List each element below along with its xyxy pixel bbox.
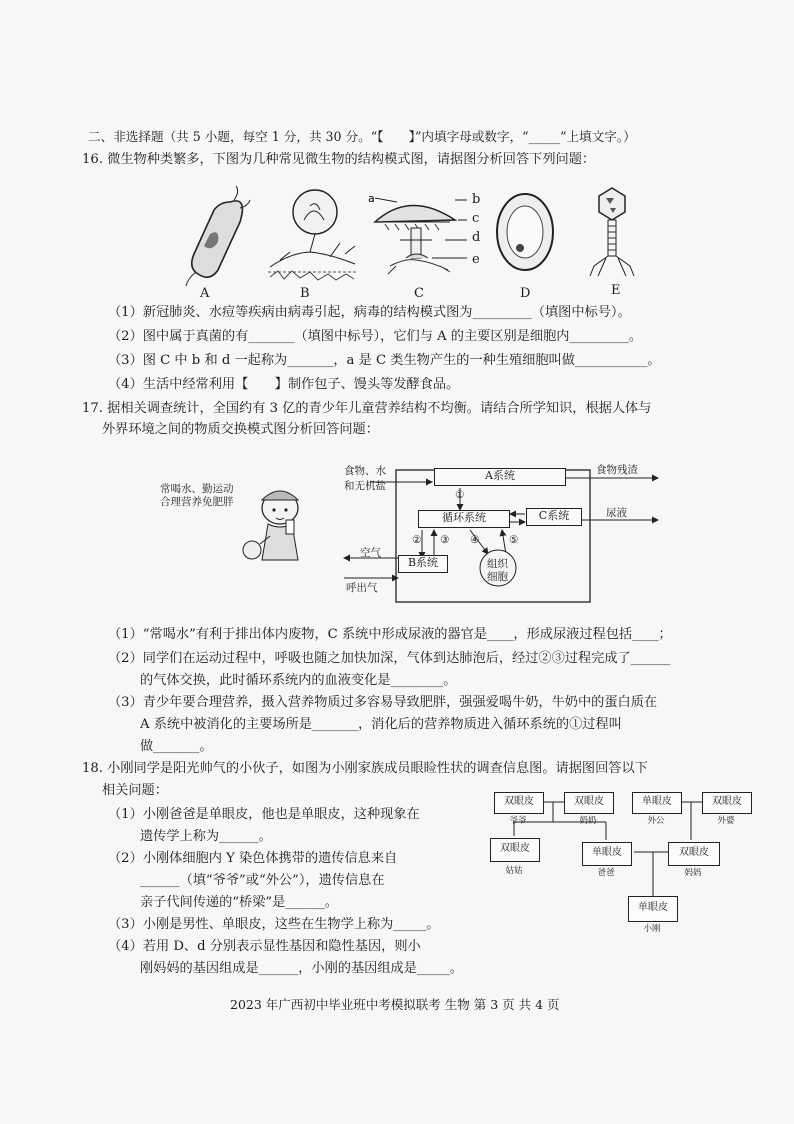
tree-grandpa-name: 爷爷 bbox=[509, 816, 527, 826]
tree-maternal-grandpa-name: 外公 bbox=[647, 816, 665, 826]
q18-item-1a: （1）小刚爸爸是单眼皮，他也是单眼皮，这种现象在 bbox=[108, 807, 420, 822]
mold-figure bbox=[268, 190, 358, 280]
tree-maternal-grandma: 双眼皮 bbox=[702, 792, 752, 814]
boy-illustration bbox=[240, 480, 320, 580]
q17-item-3c: 做_______。 bbox=[140, 739, 213, 754]
virus-figure bbox=[590, 188, 634, 276]
system-B: B系统 bbox=[398, 555, 448, 573]
label-urine: 尿液 bbox=[606, 507, 627, 519]
q18-stem-1: 18. 小刚同学是阳光帅气的小伙子，如图为小刚家族成员眼睑性状的调查信息图。请据图回答以下 bbox=[82, 761, 648, 776]
microbe-figures bbox=[170, 182, 660, 302]
q18-item-2a: （2）小刚体细胞内 Y 染色体携带的遗传信息来自 bbox=[108, 851, 398, 866]
step-1: ① bbox=[455, 489, 465, 501]
q17-item-3b: A 系统中被消化的主要场所是_______，消化后的营养物质进入循环系统的①过程叫 bbox=[140, 717, 622, 732]
label-air: 空气 bbox=[360, 547, 381, 559]
slogan-line-1: 常喝水、勤运动 bbox=[160, 483, 234, 495]
q17-item-2b: 的气体交换，此时循环系统内的血液变化是________。 bbox=[140, 673, 457, 688]
label-tissue-1: 组织 bbox=[487, 558, 508, 570]
q18-item-4b: 刚妈妈的基因组成是______，小刚的基因组成是_____。 bbox=[140, 961, 464, 976]
part-label-b: b bbox=[472, 192, 481, 207]
q16-stem: 16. 微生物种类繁多，下图为几种常见微生物的结构模式图，请据图分析回答下列问题： bbox=[82, 152, 596, 167]
step-2: ② bbox=[412, 534, 422, 546]
tree-grandpa: 双眼皮 bbox=[494, 792, 544, 814]
label-tissue-2: 细胞 bbox=[487, 571, 508, 583]
q18-item-2c: 亲子代间传递的“桥梁”是______。 bbox=[140, 895, 339, 910]
q18-item-1b: 遗传学上称为______。 bbox=[140, 829, 272, 844]
q16-item-4: （4）生活中经常利用【 】制作包子、馒头等发酵食品。 bbox=[108, 377, 460, 392]
bacterium-figure bbox=[186, 186, 250, 286]
tree-grandma: 双眼皮 bbox=[564, 792, 614, 814]
tree-mother-name: 妈妈 bbox=[684, 868, 702, 878]
q17-item-1: （1）“常喝水”有利于排出体内废物，C 系统中形成尿液的器官是____，形成尿液过程包括____； bbox=[108, 627, 672, 642]
q18-item-2b: ______（填“爷爷”或“外公”），遗传信息在 bbox=[140, 873, 385, 888]
fig-label-E: E bbox=[611, 283, 621, 298]
q16-item-1: （1）新冠肺炎、水痘等疾病由病毒引起，病毒的结构模式图为_________（填图中标号）。 bbox=[108, 305, 631, 320]
tree-father-name: 爸爸 bbox=[597, 868, 615, 878]
q18-item-3: （3）小刚是男性、单眼皮，这些在生物学上称为_____。 bbox=[108, 917, 440, 932]
tree-grandma-name: 奶奶 bbox=[579, 816, 597, 826]
tree-aunt-name: 姑姑 bbox=[505, 866, 523, 876]
q17-stem-2: 外界环境之间的物质交换模式图分析回答问题： bbox=[102, 422, 379, 437]
q17-stem-1: 17. 据相关调查统计，全国约有 3 亿的青少年儿童营养结构不均衡。请结合所学知识，根据人体与 bbox=[82, 401, 652, 416]
tree-mother: 双眼皮 bbox=[668, 842, 720, 866]
system-C: C系统 bbox=[526, 508, 582, 526]
q16-item-2: （2）图中属于真菌的有_______（填图中标号），它们与 A 的主要区别是细胞内_________。 bbox=[108, 329, 643, 344]
fig-label-B: B bbox=[300, 286, 310, 301]
step-5: ⑤ bbox=[509, 534, 519, 546]
q17-item-3a: （3）青少年要合理营养，摄入营养物质过多容易导致肥胖，强强爱喝牛奶，牛奶中的蛋白质在 bbox=[108, 695, 658, 710]
tree-father: 单眼皮 bbox=[582, 842, 632, 866]
fig-label-D: D bbox=[520, 286, 531, 301]
q18-stem-2: 相关问题： bbox=[102, 783, 168, 798]
system-A: A系统 bbox=[434, 468, 566, 486]
slogan-line-2: 合理营养免肥胖 bbox=[160, 496, 234, 508]
step-4: ④ bbox=[470, 534, 480, 546]
fig-label-C: C bbox=[414, 286, 424, 301]
tree-maternal-grandpa: 单眼皮 bbox=[632, 792, 682, 814]
section-header: 二、非选择题（共 5 小题，每空 1 分，共 30 分。“【 】”内填字母或数字，“_____”上填文字。） bbox=[88, 129, 636, 144]
step-3: ③ bbox=[440, 534, 450, 546]
circulatory-system: 循环系统 bbox=[418, 510, 510, 528]
tree-aunt: 双眼皮 bbox=[490, 838, 540, 862]
tree-maternal-grandma-name: 外婆 bbox=[717, 816, 735, 826]
q17-item-2a: （2）同学们在运动过程中，呼吸也随之加快加深，气体到达肺泡后，经过②③过程完成了______ bbox=[108, 651, 671, 666]
page-footer: 2023 年广西初中毕业班中考模拟联考 生物 第 3 页 共 4 页 bbox=[230, 997, 560, 1012]
yeast-figure bbox=[497, 194, 553, 270]
part-label-c: c bbox=[472, 211, 480, 226]
label-food: 食物、水 bbox=[344, 465, 386, 477]
label-residue: 食物残渣 bbox=[596, 464, 638, 476]
label-salt: 和无机盐 bbox=[344, 480, 386, 492]
label-exhale: 呼出气 bbox=[346, 582, 378, 594]
mushroom-figure bbox=[368, 192, 467, 274]
q18-item-4a: （4）若用 D、d 分别表示显性基因和隐性基因，则小 bbox=[108, 939, 421, 954]
tree-xiaogang-name: 小刚 bbox=[643, 924, 661, 934]
part-label-d: d bbox=[472, 230, 481, 245]
fig-label-A: A bbox=[200, 286, 210, 301]
q16-item-3: （3）图 C 中 b 和 d 一起称为_______，a 是 C 类生物产生的一种生殖细胞叫做___________。 bbox=[108, 353, 661, 368]
tree-xiaogang: 单眼皮 bbox=[628, 896, 678, 922]
part-label-e: e bbox=[472, 252, 480, 267]
svg-text:a: a bbox=[368, 192, 375, 205]
